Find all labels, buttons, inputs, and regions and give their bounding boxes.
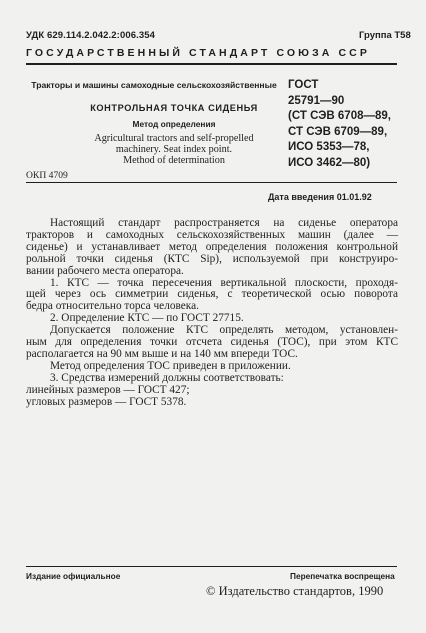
- body-line: сиденье) и устанавливает метод определения положения контрольной: [26, 240, 398, 253]
- official-edition-note: Издание официальное: [26, 571, 121, 581]
- body-line: щей через ось симметрии сиденья, с теоретической осью поворота: [26, 288, 398, 301]
- gost-line: ИСО 5353—78,: [288, 141, 370, 153]
- body-line: тракторов и самоходных сельскохозяйственных машин (далее —: [26, 228, 398, 241]
- state-standard-heading: ГОСУДАРСТВЕННЫЙ СТАНДАРТ СОЮЗА ССР: [26, 47, 370, 59]
- english-title-line: Method of determination: [123, 155, 225, 166]
- title-block: [31, 80, 280, 166]
- gost-line: СТ СЭВ 6709—89,: [288, 125, 388, 138]
- english-title-line: machinery. Seat index point.: [115, 144, 233, 155]
- method-subtitle: Метод определения: [132, 119, 216, 129]
- body-line: Настоящий стандарт распространяется на сиденье оператора: [50, 217, 398, 229]
- body-line: 3. Средства измерений должны соответствовать:: [50, 371, 284, 384]
- body-line: располагается на 90 мм выше и на 140 мм впереди ТОС.: [26, 347, 298, 360]
- copyright-line: © Издательство стандартов, 1990: [206, 584, 384, 598]
- reprint-prohibited-note: Перепечатка воспрещена: [290, 571, 395, 581]
- top-rule: [26, 63, 397, 65]
- body-line: ным для определения точки отсчета сиденья (ТОС), при этом КТС: [26, 336, 398, 349]
- body-text: [26, 218, 398, 409]
- gost-line: 25791—90: [288, 94, 345, 107]
- gost-line: (СТ СЭВ 6708—89,: [288, 110, 391, 122]
- okp-code: ОКП 4709: [26, 170, 68, 181]
- gost-line: ИСО 3462—80): [288, 156, 371, 169]
- body-line: 1. КТС — точка пересечения вертикальной плоскости, проходя-: [50, 276, 398, 289]
- document-title: КОНТРОЛЬНАЯ ТОЧКА СИДЕНЬЯ: [90, 103, 258, 113]
- body-line: Метод определения ТОС приведен в приложении.: [50, 359, 291, 372]
- body-line: рольной точки сиденья (КТС Sip), используемой при конструиро-: [26, 252, 398, 265]
- effective-date: Дата введения 01.01.92: [268, 192, 372, 202]
- body-line: вании рабочего места оператора.: [26, 264, 184, 277]
- udk-code: УДК 629.114.2.042.2:006.354: [26, 30, 155, 41]
- subject-line: Тракторы и машины самоходные сельскохозяйственные: [31, 80, 277, 90]
- group-code: Группа Т58: [359, 30, 411, 41]
- body-line: 2. Определение КТС — по ГОСТ 27715.: [50, 312, 244, 325]
- header-bottom-rule: [26, 182, 397, 183]
- gost-line: ГОСТ: [288, 79, 319, 91]
- body-line: угловых размеров — ГОСТ 5378.: [26, 395, 187, 408]
- english-title-line: Agricultural tractors and self-propelled: [94, 133, 254, 144]
- gost-designation: [288, 78, 391, 171]
- body-line: Допускается положение КТС определять методом, установлен-: [50, 324, 398, 337]
- body-line: линейных размеров — ГОСТ 427;: [26, 383, 190, 396]
- body-line: бедра относительно торса человека.: [26, 300, 199, 313]
- english-title: [68, 133, 280, 166]
- footer-rule: [26, 566, 397, 567]
